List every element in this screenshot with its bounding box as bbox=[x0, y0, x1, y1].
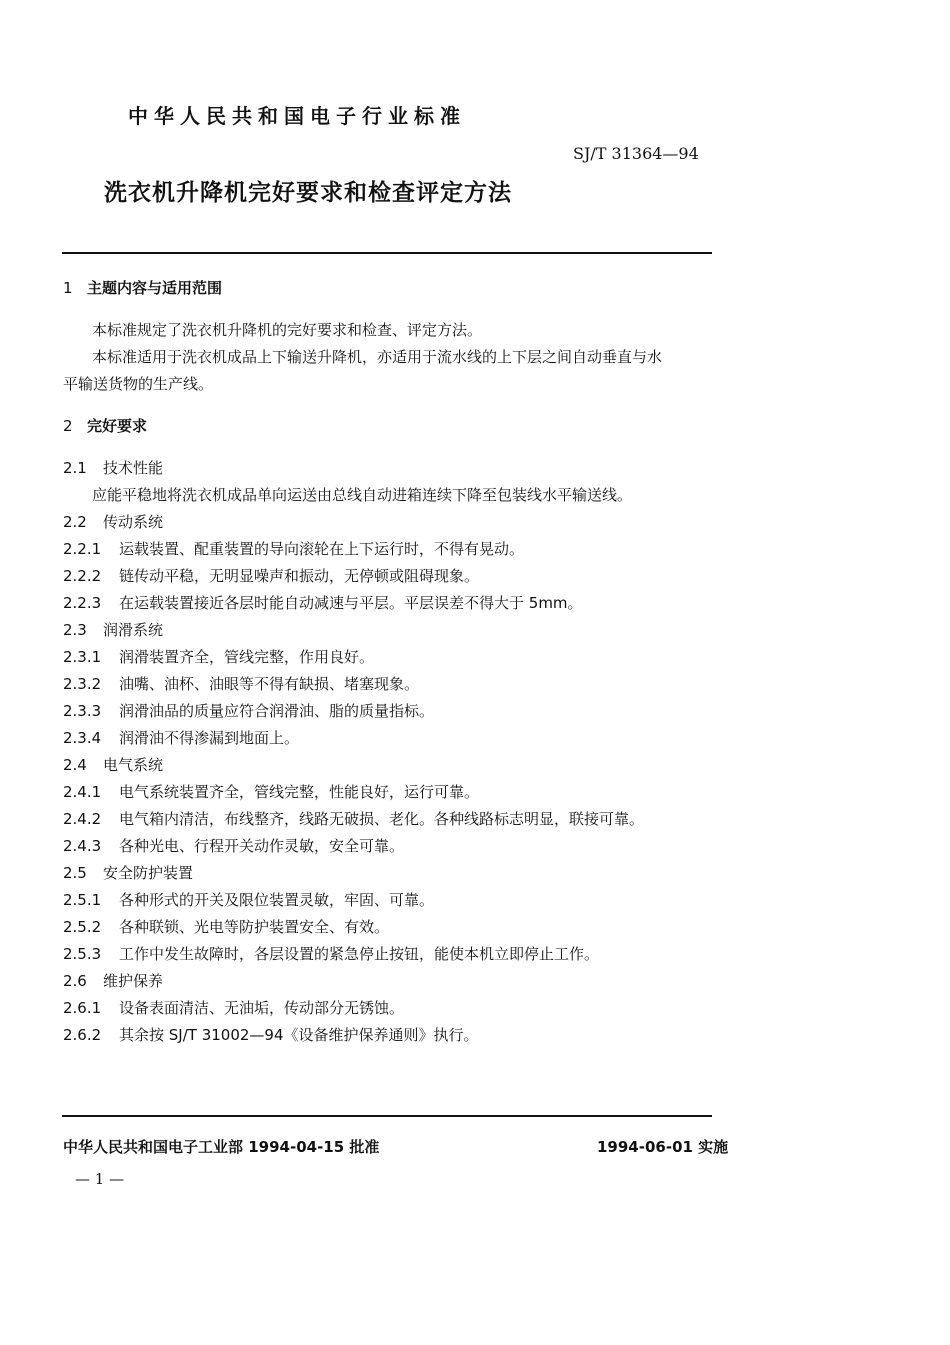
clause-text: 其余按 SJ/T 31002—94《设备维护保养通则》执行。 bbox=[119, 1026, 479, 1044]
clause-number: 2.4.1 bbox=[63, 783, 102, 801]
clause-text: 传动系统 bbox=[103, 513, 164, 531]
clause-number: 2.3.4 bbox=[63, 729, 102, 747]
section-1-number: 1 bbox=[63, 279, 73, 297]
clause-number: 2.2.3 bbox=[63, 594, 102, 612]
document-title: 洗衣机升降机完好要求和检查评定方法 bbox=[104, 180, 512, 206]
section-1-paragraph-2-line-2: 平输送货物的生产线。 bbox=[63, 375, 214, 393]
clause-text: 电气箱内清洁，布线整齐，线路无破损、老化。各种线路标志明显，联接可靠。 bbox=[119, 810, 645, 828]
clause-number: 2.3.1 bbox=[63, 648, 102, 666]
clause-item bbox=[63, 1025, 479, 1045]
clause-item bbox=[63, 863, 193, 883]
clause-number: 2.1 bbox=[63, 459, 87, 477]
effective-date: 1994-06-01 实施 bbox=[597, 1138, 729, 1156]
clause-paragraph: 应能平稳地将洗衣机成品单向运送由总线自动进箱连续下降至包装线水平输送线。 bbox=[92, 486, 633, 504]
clause-item bbox=[63, 620, 163, 640]
clause-number: 2.5.2 bbox=[63, 918, 102, 936]
clause-text: 油嘴、油杯、油眼等不得有缺损、堵塞现象。 bbox=[119, 675, 420, 693]
footer-divider bbox=[62, 1115, 712, 1117]
clause-item bbox=[63, 917, 389, 937]
clause-number: 2.2 bbox=[63, 513, 87, 531]
clause-number: 2.5 bbox=[63, 864, 87, 882]
clause-item bbox=[63, 836, 404, 856]
clause-number: 2.2.2 bbox=[63, 567, 102, 585]
clause-item bbox=[63, 755, 163, 775]
clause-text: 各种形式的开关及限位装置灵敏，牢固、可靠。 bbox=[119, 891, 435, 909]
clause-item bbox=[63, 566, 479, 586]
clause-text: 各种光电、行程开关动作灵敏，安全可靠。 bbox=[119, 837, 405, 855]
clause-item bbox=[63, 593, 583, 613]
section-2-heading bbox=[63, 416, 147, 436]
clause-text: 技术性能 bbox=[103, 459, 164, 477]
clause-number: 2.2.1 bbox=[63, 540, 102, 558]
clause-item bbox=[63, 890, 434, 910]
issuing-authority-heading: 中华人民共和国电子行业标准 bbox=[128, 104, 466, 128]
clause-text: 工作中发生故障时，各层设置的紧急停止按钮，能使本机立即停止工作。 bbox=[119, 945, 600, 963]
header-divider bbox=[62, 252, 712, 254]
section-1-paragraph-1: 本标准规定了洗衣机升降机的完好要求和检查、评定方法。 bbox=[92, 321, 483, 339]
clause-number: 2.3 bbox=[63, 621, 87, 639]
clause-item bbox=[63, 458, 163, 478]
clause-item bbox=[63, 647, 374, 667]
section-2-title: 完好要求 bbox=[87, 417, 148, 435]
section-2-number: 2 bbox=[63, 417, 73, 435]
clause-number: 2.4.2 bbox=[63, 810, 102, 828]
section-1-heading bbox=[63, 278, 222, 298]
clause-number: 2.4 bbox=[63, 756, 87, 774]
clause-number: 2.6 bbox=[63, 972, 87, 990]
approval-line: 中华人民共和国电子工业部 1994-04-15 批准 bbox=[63, 1138, 380, 1156]
clause-item bbox=[63, 674, 419, 694]
clause-item bbox=[63, 728, 299, 748]
clause-number: 2.5.3 bbox=[63, 945, 102, 963]
section-1-paragraph-2-line-1: 本标准适用于洗衣机成品上下输送升降机，亦适用于流水线的上下层之间自动垂直与水 bbox=[92, 348, 663, 366]
clause-number: 2.5.1 bbox=[63, 891, 102, 909]
clause-text: 运载装置、配重装置的导向滚轮在上下运行时，不得有晃动。 bbox=[119, 540, 525, 558]
clause-text: 在运载装置接近各层时能自动减速与平层。平层误差不得大于 5mm。 bbox=[119, 594, 583, 612]
clause-item bbox=[63, 971, 163, 991]
clause-item bbox=[63, 809, 644, 829]
clause-number: 2.3.3 bbox=[63, 702, 102, 720]
clause-number: 2.6.2 bbox=[63, 1026, 102, 1044]
clause-number: 2.4.3 bbox=[63, 837, 102, 855]
clause-item bbox=[63, 998, 404, 1018]
clause-item bbox=[63, 539, 524, 559]
section-1-title: 主题内容与适用范围 bbox=[87, 279, 223, 297]
clause-text: 维护保养 bbox=[103, 972, 164, 990]
page-number: — 1 — bbox=[75, 1170, 125, 1188]
clause-text: 安全防护装置 bbox=[103, 864, 194, 882]
clause-text: 各种联锁、光电等防护装置安全、有效。 bbox=[119, 918, 390, 936]
clause-item bbox=[63, 944, 599, 964]
clause-item bbox=[63, 701, 434, 721]
clause-text: 设备表面清洁、无油垢，传动部分无锈蚀。 bbox=[119, 999, 405, 1017]
standard-number: SJ/T 31364—94 bbox=[573, 144, 699, 163]
clause-item bbox=[63, 782, 479, 802]
clause-number: 2.3.2 bbox=[63, 675, 102, 693]
clause-number: 2.6.1 bbox=[63, 999, 102, 1017]
clause-text: 电气系统 bbox=[103, 756, 164, 774]
clause-item bbox=[63, 512, 163, 532]
clause-text: 润滑装置齐全，管线完整，作用良好。 bbox=[119, 648, 375, 666]
clause-text: 润滑油品的质量应符合润滑油、脂的质量指标。 bbox=[119, 702, 435, 720]
clause-text: 电气系统装置齐全，管线完整，性能良好，运行可靠。 bbox=[119, 783, 480, 801]
clause-text: 润滑系统 bbox=[103, 621, 164, 639]
clause-text: 链传动平稳，无明显噪声和振动，无停顿或阻碍现象。 bbox=[119, 567, 480, 585]
clause-text: 润滑油不得渗漏到地面上。 bbox=[119, 729, 300, 747]
